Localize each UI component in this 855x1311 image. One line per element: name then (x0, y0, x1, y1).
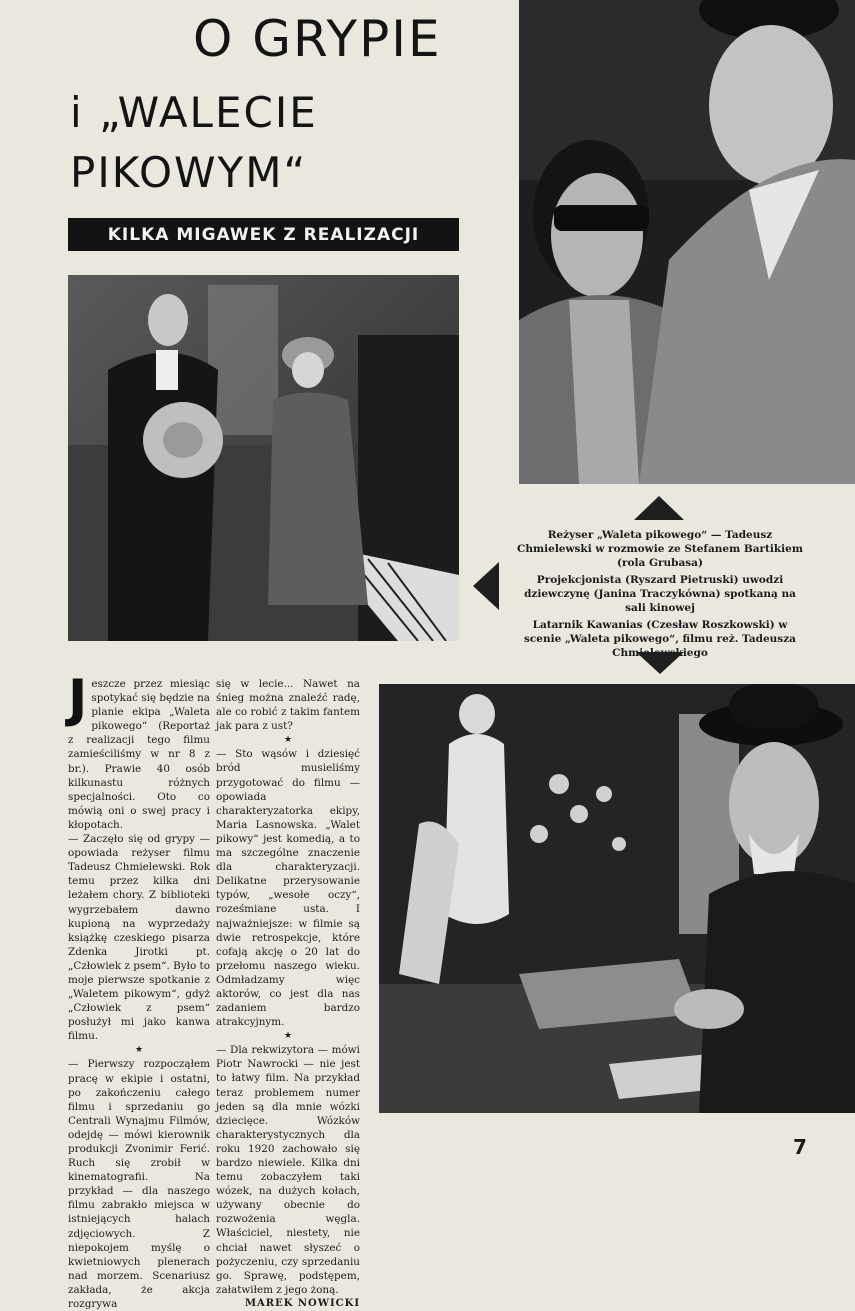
photo-director-conversation (519, 0, 855, 484)
caption-projectionist: Projekcjonista (Ryszard Pietruski) uwodzi dziewczynę (Janina Traczykówna) spotkaną na sali kinowej (524, 574, 796, 614)
star-separator: ★ (134, 1045, 144, 1056)
article-paragraph: się w lecie... Nawet na śnieg można znaleźć radę, ale co robić z takim fantem jak para z ust? (216, 678, 360, 733)
arrow-down-icon (636, 652, 684, 674)
arrow-up-icon (634, 496, 684, 520)
article-column-2 (216, 677, 360, 1311)
article-paragraph: — Zaczęło się od grypy — opowiada reżyser filmu Tadeusz Chmielewski. Rok temu przez kilka dni leżałem chory. Z biblioteki wygrzebałem dawno kupioną na wyprzedaży książkę czeskiego pisarza Zdenka Jirotki pt. „Człowiek z psem“. Było to moje pierwsze spotkanie z „Waletem pikowym“, gdyż „Człowiek z psem“ posłużył mi jako kanwa filmu. (68, 833, 210, 1043)
article-paragraph: — Dla rekwizytora — mówi Piotr Nawrocki — nie jest to łatwy film. Na przykład teraz problemem numer jeden są dla mnie wózki dziecięce. Wózków charakterystycznych dla roku 1920 zachowało się bardzo niewiele. Kilka dni temu zobaczyłem taki wózek, na dużych kołach, używany obecnie do rozwożenia węgla. Właściciel, niestety, nie chciał nawet słyszeć o pożyczeniu, czy sprzedaniu go. Sprawę, podstępem, załatwiłem z jego żoną. (216, 1044, 360, 1296)
article-author: MAREK NOWICKI (244, 1297, 360, 1309)
star-separator: ★ (283, 735, 293, 746)
headline-line-1: O GRYPIE (193, 10, 442, 68)
star-separator: ★ (283, 1031, 293, 1042)
article-paragraph: — Pierwszy rozpocząłem pracę w ekipie i ostatni, po zakończeniu całego filmu i sprzedaniu go Centrali Wynajmu Filmów, odejdę — mówi kierownik produkcji Zvonimir Ferić. Ruch się zrobił w kinematografii. Na przykład — dla naszego filmu zabrakło miejsca w istniejących halach zdjęciowych. Z niepokojem myślę o kwietniowych plenerach nad morzem. Scenariusz zakłada, że akcja rozgrywa (68, 1058, 210, 1311)
article-paragraph: — Sto wąsów i dziesięć bród musieliśmy przygotować do filmu — opowiada charakteryzatorka ekipy, Maria Lasnowska. „Walet pikowy“ jest komedią, a to ma szczególne znaczenie dla charakteryzacji. Delikatne przerysowanie typów, „wesołe oczy“, roześmiane usta. I najważniejsze: w filmie są dwie retrospekcje, które cofają akcję o 20 lat do przełomu naszego wieku. Odmładzamy więc aktorów, co jest dla nas zadaniem bardzo atrakcyjnym. (216, 748, 360, 1029)
photo-lighthouse-keeper-scene (379, 684, 855, 1113)
arrow-left-icon (473, 562, 499, 610)
article-paragraph: eszcze przez miesiąc spotykać się będzie na planie ekipa „Waleta pikowego“ (Reportaż z realizacji tego filmu zamieściliśmy w nr 8 z br.). Prawie 40 osób kilkunastu różnych specjalności. Oto co mówią oni o swej pracy i kłopotach. (68, 678, 210, 831)
caption-lighthouse-keeper: Latarnik Kawanias (Czesław Roszkowski) w scenie „Waleta pikowego“, filmu reż. Tadeusza Chmielewskiego (524, 619, 796, 659)
headline-line-3: PIKOWYM“ (70, 148, 308, 197)
drop-cap: J (68, 669, 88, 729)
subtitle-bar: KILKA MIGAWEK Z REALIZACJI (68, 218, 459, 251)
photo-projectionist-scene (68, 275, 459, 641)
article-column-1 (68, 669, 210, 1311)
page-number: 7 (793, 1135, 807, 1159)
headline-line-2: i „WALECIE (70, 88, 318, 137)
caption-director: Reżyser „Waleta pikowego“ — Tadeusz Chmielewski w rozmowie ze Stefanem Bartikiem (rola Grubasa) (517, 529, 803, 569)
